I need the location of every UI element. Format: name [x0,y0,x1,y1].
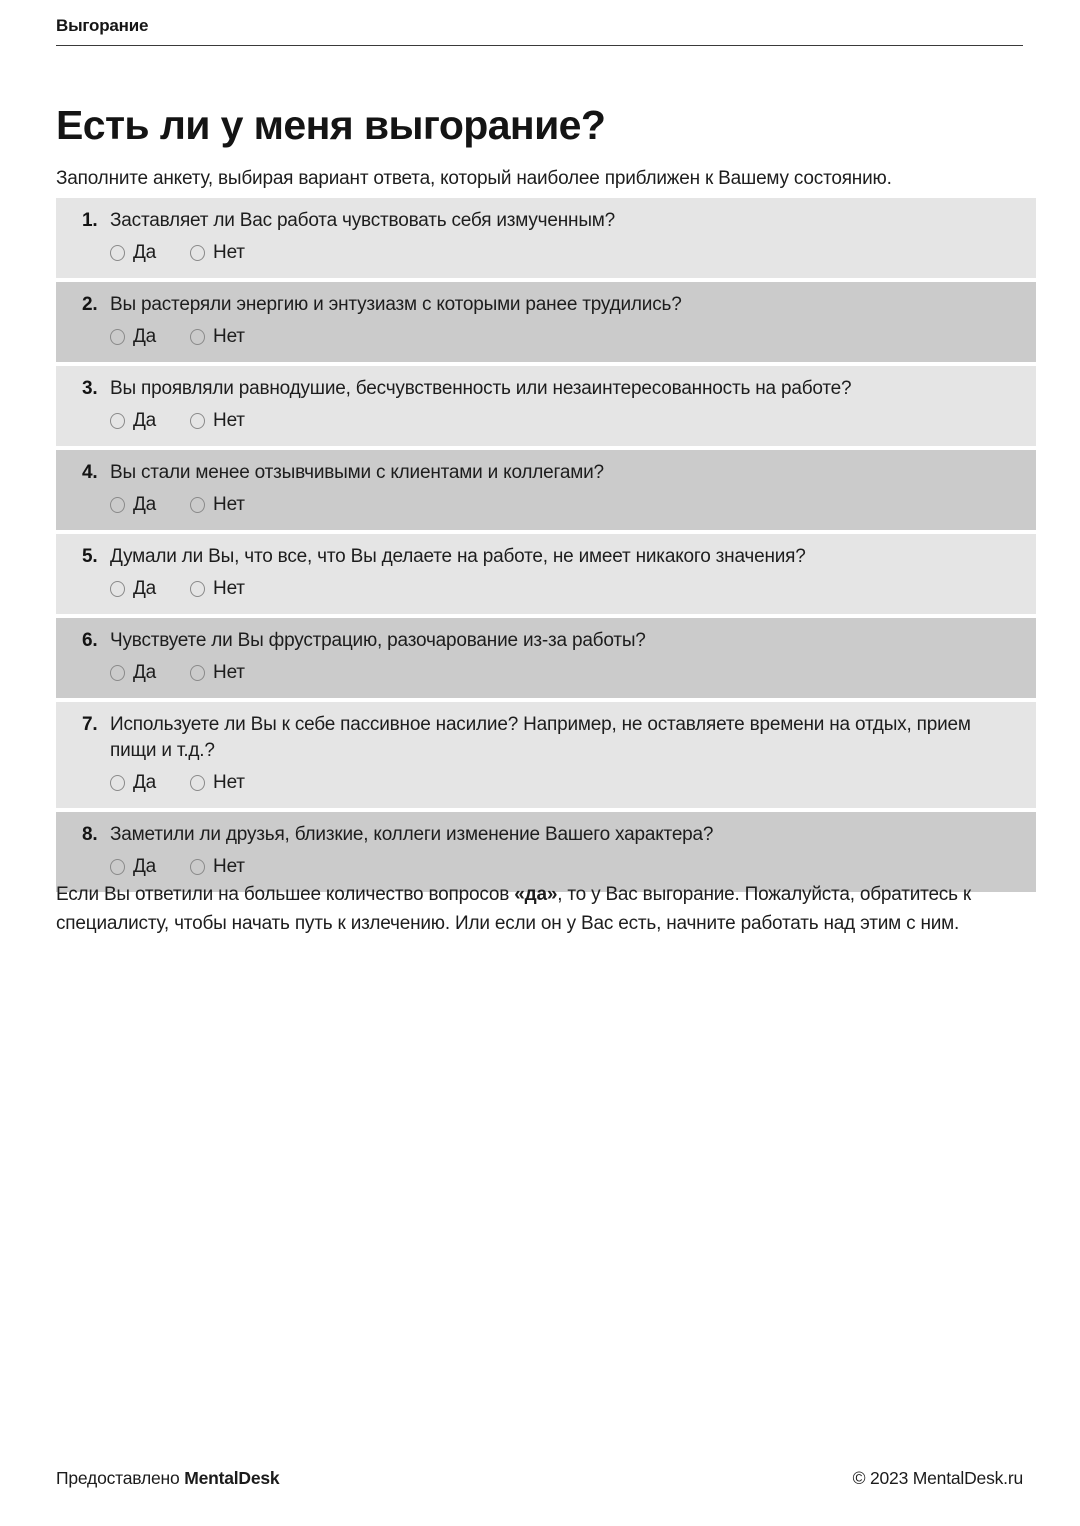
answer-option-no[interactable] [190,326,245,348]
answer-option-no[interactable] [190,494,245,516]
question-row-4 [56,450,1036,530]
radio-icon[interactable] [190,497,205,513]
closing-part2: , то у Вас выгорание. Пожалуйста, обратитесь к специалисту, чтобы начать путь к излечению. Или если он у Вас есть, начните работать над этим с ним. [56,884,971,934]
answer-option-no[interactable] [190,772,245,794]
question-row-3 [56,366,1036,446]
answer-group [110,492,1010,518]
question-line [82,822,1010,848]
question-line [82,460,1010,486]
answer-group [110,240,1010,266]
question-text: Заметили ли друзья, близкие, коллеги изменение Вашего характера? [110,824,714,845]
answer-label: Да [133,410,157,431]
question-text: Вы проявляли равнодушие, бесчувственность или незаинтересованность на работе? [110,378,852,399]
question-row-8 [56,812,1036,892]
question-line [82,292,1010,318]
answer-option-no[interactable] [190,578,245,600]
closing-part1: Если Вы ответили на большее количество вопросов [56,884,515,905]
radio-icon[interactable] [110,581,125,597]
question-line [82,712,1010,764]
answer-option-no[interactable] [190,242,245,264]
radio-icon[interactable] [190,329,205,345]
question-number: 5. [82,546,98,567]
question-text: Думали ли Вы, что все, что Вы делаете на работе, не имеет никакого значения? [110,546,806,567]
answer-label: Нет [213,242,245,263]
question-text: Используете ли Вы к себе пассивное насилие? Например, не оставляете времени на отдых, прием пищи и т.д.? [110,714,971,761]
closing-text [56,881,1023,939]
answer-label: Нет [213,326,245,347]
answer-label: Да [133,494,157,515]
question-row-5 [56,534,1036,614]
answer-label: Нет [213,856,245,877]
answer-group [110,576,1010,602]
question-text: Заставляет ли Вас работа чувствовать себя измученным? [110,210,616,231]
question-line [82,376,1010,402]
answer-group [110,770,1010,796]
answer-option-no[interactable] [190,662,245,684]
radio-icon[interactable] [110,413,125,429]
radio-icon[interactable] [190,775,205,791]
question-number: 1. [82,210,98,231]
answer-option-yes[interactable] [110,494,156,516]
answer-label: Нет [213,772,245,793]
radio-icon[interactable] [190,665,205,681]
question-number: 3. [82,378,98,399]
radio-icon[interactable] [110,245,125,261]
question-row-1 [56,198,1036,278]
question-row-7 [56,702,1036,808]
radio-icon[interactable] [110,775,125,791]
answer-option-yes[interactable] [110,578,156,600]
answer-label: Да [133,856,157,877]
question-line [82,544,1010,570]
answer-option-yes[interactable] [110,772,156,794]
answer-option-no[interactable] [190,410,245,432]
question-text: Вы стали менее отзывчивыми с клиентами и коллегами? [110,462,604,483]
question-number: 4. [82,462,98,483]
footer-provided-text: Предоставлено [56,1468,185,1488]
question-number: 6. [82,630,98,651]
radio-icon[interactable] [190,413,205,429]
radio-icon[interactable] [190,581,205,597]
radio-icon[interactable] [110,329,125,345]
answer-label: Нет [213,494,245,515]
radio-icon[interactable] [110,665,125,681]
question-text: Чувствуете ли Вы фрустрацию, разочарование из-за работы? [110,630,646,651]
answer-option-no[interactable] [190,856,245,878]
answer-label: Нет [213,662,245,683]
answer-option-yes[interactable] [110,242,156,264]
radio-icon[interactable] [110,497,125,513]
answer-option-yes[interactable] [110,662,156,684]
footer-provided-by [56,1468,279,1489]
answer-group [110,854,1010,880]
radio-icon[interactable] [190,859,205,875]
footer-brand: MentalDesk [184,1468,280,1488]
question-number: 2. [82,294,98,315]
question-row-2 [56,282,1036,362]
question-line [82,208,1010,234]
radio-icon[interactable] [190,245,205,261]
question-line [82,628,1010,654]
footer-copyright: © 2023 MentalDesk.ru [852,1468,1023,1488]
answer-label: Нет [213,578,245,599]
question-number: 7. [82,714,98,735]
closing-bold-da: «да» [514,884,558,905]
radio-icon[interactable] [110,859,125,875]
answer-label: Да [133,578,157,599]
answer-group [110,408,1010,434]
question-row-6 [56,618,1036,698]
answer-label: Да [133,772,157,793]
answer-group [110,324,1010,350]
question-text: Вы растеряли энергию и энтузиазм с которыми ранее трудились? [110,294,682,315]
intro-text: Заполните анкету, выбирая вариант ответа, который наиболее приближен к Вашему состоянию. [56,168,892,189]
answer-group [110,660,1010,686]
answer-option-yes[interactable] [110,410,156,432]
page-title: Есть ли у меня выгорание? [56,102,606,149]
answer-label: Нет [213,410,245,431]
answer-option-yes[interactable] [110,856,156,878]
document-header: Выгорание [56,16,1023,46]
answer-label: Да [133,662,157,683]
question-number: 8. [82,824,98,845]
page-footer [56,1468,1023,1489]
answer-label: Да [133,326,157,347]
answer-label: Да [133,242,157,263]
question-list [56,198,1036,892]
answer-option-yes[interactable] [110,326,156,348]
